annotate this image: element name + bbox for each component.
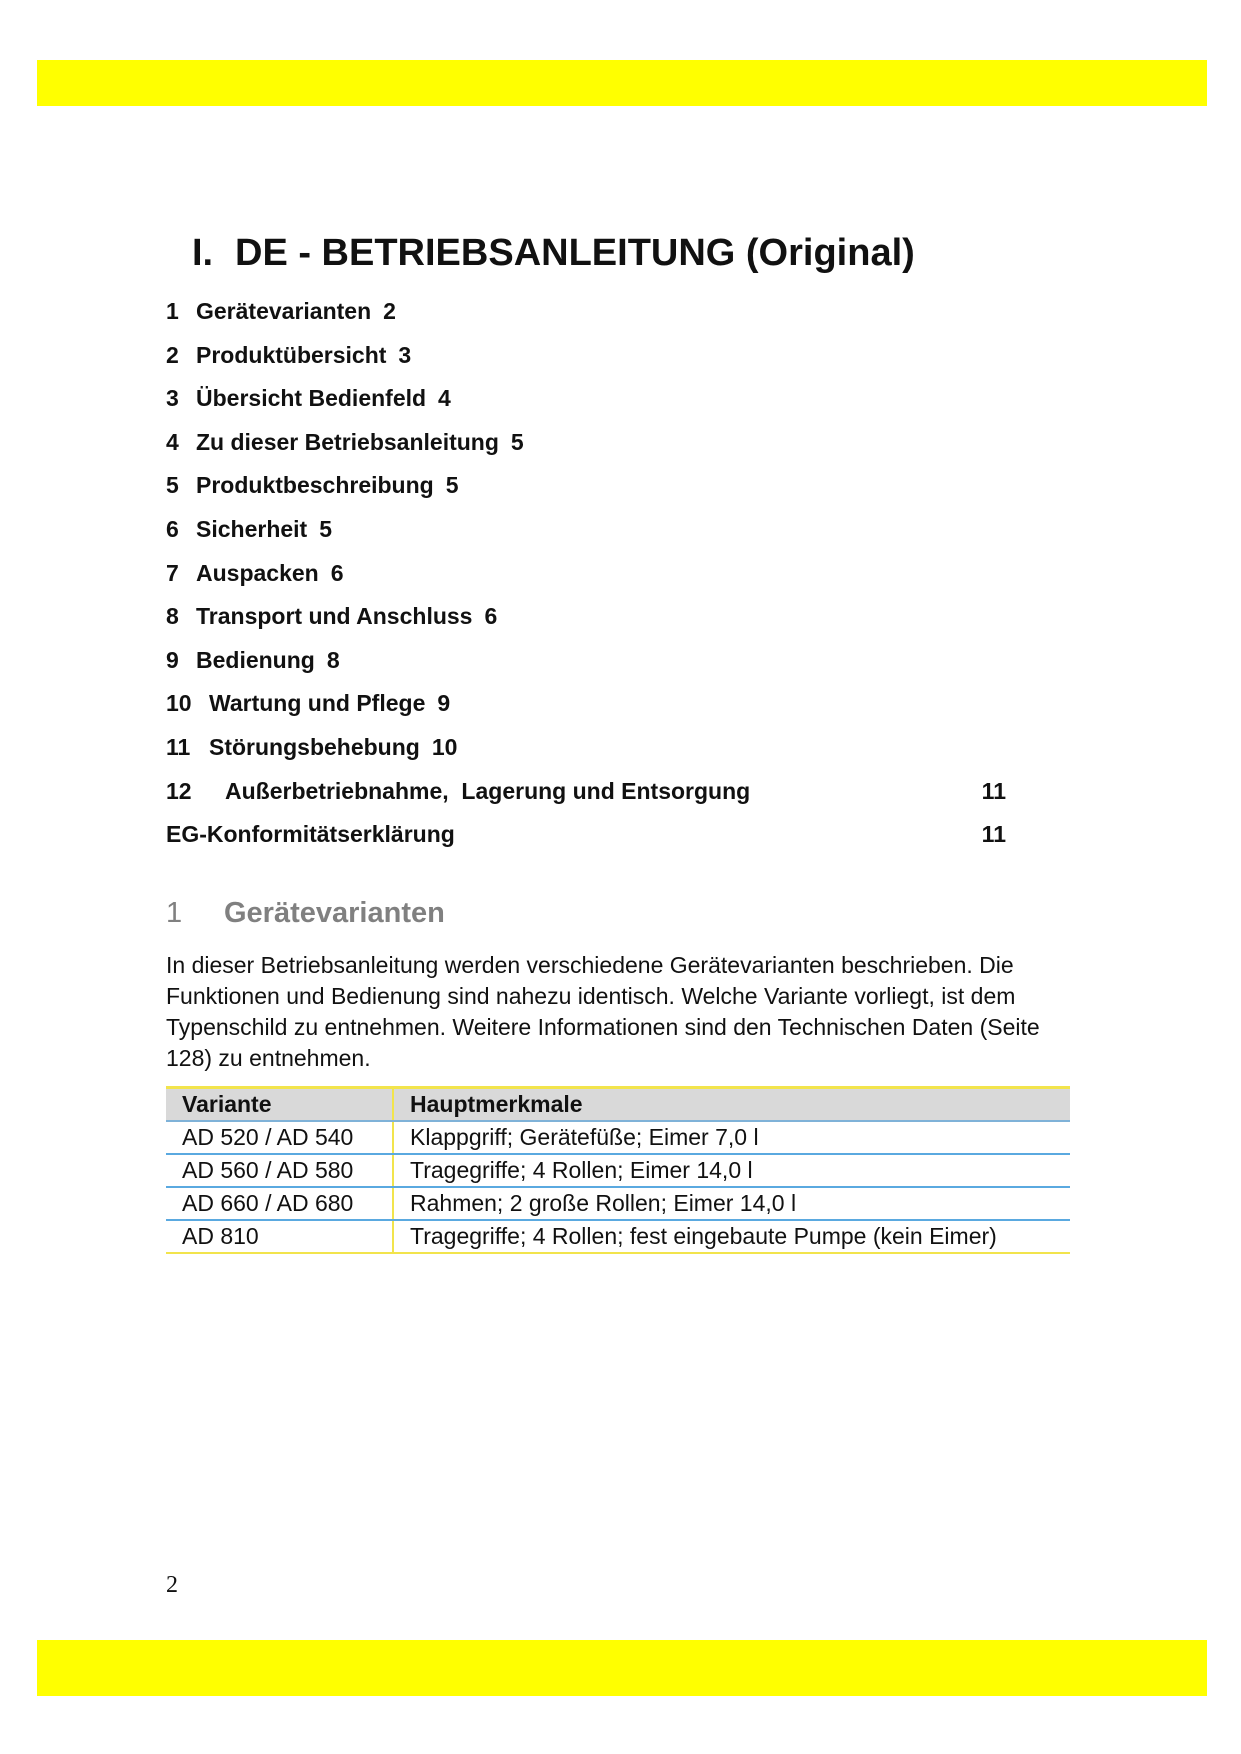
- toc-entry[interactable]: [166, 552, 1016, 596]
- document-title: [192, 232, 915, 275]
- toc-entry-page: 2: [383, 298, 396, 324]
- toc-entry-number: 4: [166, 428, 179, 455]
- toc-entry-page: 10: [431, 733, 458, 760]
- toc-entry-label: Produktbeschreibung: [196, 472, 434, 499]
- table-row: [166, 1121, 1070, 1154]
- toc-entry-number: 8: [166, 603, 179, 630]
- toc-entry[interactable]: [166, 421, 1016, 465]
- toc-entry[interactable]: [166, 770, 1016, 814]
- section-title: Gerätevarianten: [224, 897, 445, 929]
- toc-entry-label: EG-Konformitätserklärung: [166, 821, 455, 848]
- toc-entry[interactable]: [166, 377, 1016, 421]
- column-header-hauptmerkmale: Hauptmerkmale: [393, 1088, 1070, 1122]
- toc-entry-number: 5: [166, 472, 179, 499]
- table-row: [166, 1220, 1070, 1253]
- variant-cell: AD 810: [166, 1220, 393, 1253]
- toc-entry-number: 3: [166, 385, 179, 412]
- features-cell: Rahmen; 2 große Rollen; Eimer 14,0 l: [393, 1187, 1070, 1220]
- table-of-contents: [166, 290, 1016, 857]
- toc-entry[interactable]: [166, 595, 1016, 639]
- toc-entry-page: 6: [330, 559, 344, 586]
- toc-entry[interactable]: [166, 508, 1016, 552]
- variant-cell: AD 560 / AD 580: [166, 1154, 393, 1187]
- toc-entry-number: 2: [166, 341, 179, 368]
- toc-entry-label: Auspacken: [196, 559, 319, 586]
- variant-cell: AD 520 / AD 540: [166, 1121, 393, 1154]
- toc-entry[interactable]: [166, 334, 1016, 378]
- toc-entry-label: Gerätevarianten: [196, 298, 372, 324]
- section-number: 1: [166, 897, 183, 929]
- variant-cell: AD 660 / AD 680: [166, 1187, 393, 1220]
- title-roman-numeral: I.: [192, 232, 214, 274]
- header-band: [37, 60, 1207, 106]
- table-header-row: [166, 1088, 1070, 1122]
- page-number: 2: [166, 1572, 178, 1598]
- toc-entry-page: 3: [398, 341, 412, 368]
- toc-entry[interactable]: [166, 682, 1016, 726]
- toc-entry-page: 11: [981, 777, 1006, 804]
- section-intro-paragraph: In dieser Betriebsanleitung werden verschiedene Gerätevarianten beschrieben. Die Funktionen und Bedienung sind nahezu identisch. Welche Variante vorliegt, ist dem Typenschild zu entnehmen. Weitere Informationen sind den Technischen Daten (Seite 128) zu entnehmen.: [166, 952, 1040, 1071]
- toc-entry-label: Außerbetriebnahme, Lagerung und Entsorgung: [225, 777, 751, 804]
- toc-entry-page: 11: [981, 821, 1006, 848]
- toc-entry[interactable]: [166, 813, 1016, 857]
- toc-entry-label: Produktübersicht: [196, 341, 387, 368]
- toc-entry-number: 6: [166, 515, 179, 542]
- toc-entry-number: 1: [166, 298, 179, 324]
- toc-entry-page: 4: [438, 385, 451, 412]
- toc-entry-page: 8: [326, 646, 340, 673]
- table-row: [166, 1187, 1070, 1220]
- toc-entry[interactable]: [166, 464, 1016, 508]
- column-header-variante: Variante: [166, 1088, 393, 1122]
- toc-entry-label: Bedienung: [196, 646, 315, 673]
- toc-entry-label: Transport und Anschluss: [196, 603, 473, 630]
- toc-entry[interactable]: [166, 726, 1016, 770]
- toc-entry-number: 7: [166, 559, 179, 586]
- toc-entry-label: Zu dieser Betriebsanleitung: [196, 428, 499, 455]
- section-heading: [166, 897, 445, 930]
- toc-entry-page: 6: [484, 603, 498, 630]
- variants-table: [166, 1086, 1070, 1254]
- toc-entry-label: Wartung und Pflege: [209, 690, 426, 717]
- toc-entry[interactable]: [166, 290, 1016, 334]
- toc-entry-label: Störungsbehebung: [209, 733, 420, 760]
- toc-entry-number: 10: [166, 690, 192, 717]
- toc-entry[interactable]: [166, 639, 1016, 683]
- toc-entry-label: Übersicht Bedienfeld: [196, 385, 427, 412]
- title-text: DE - BETRIEBSANLEITUNG (Original): [235, 232, 915, 274]
- footer-band: [37, 1640, 1207, 1696]
- table-row: [166, 1154, 1070, 1187]
- toc-entry-number: 11: [166, 733, 191, 760]
- toc-entry-number: 9: [166, 646, 179, 673]
- toc-entry-page: 9: [437, 690, 451, 717]
- features-cell: Tragegriffe; 4 Rollen; Eimer 14,0 l: [393, 1154, 1070, 1187]
- features-cell: Klappgriff; Gerätefüße; Eimer 7,0 l: [393, 1121, 1070, 1154]
- toc-entry-label: Sicherheit: [196, 515, 308, 542]
- toc-entry-page: 5: [445, 472, 459, 499]
- toc-entry-page: 5: [510, 428, 524, 455]
- toc-entry-page: 5: [319, 515, 333, 542]
- toc-entry-number: 12: [166, 777, 192, 804]
- features-cell: Tragegriffe; 4 Rollen; fest eingebaute Pumpe (kein Eimer): [393, 1220, 1070, 1253]
